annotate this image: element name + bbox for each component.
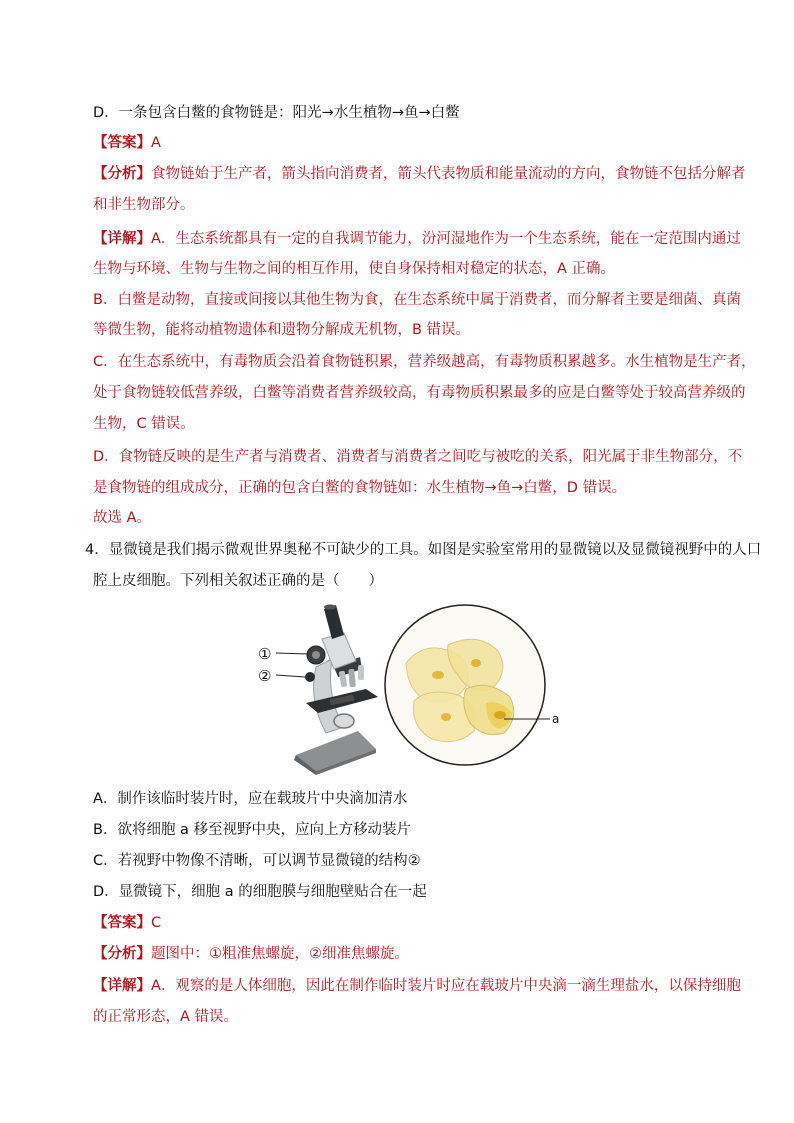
q4-option-a: A．制作该临时装片时，应在载玻片中央滴加清水 bbox=[93, 791, 408, 807]
q3-detail-d-line-1: D．食物链反映的是生产者与消费者、消费者与消费者之间吃与被吃的关系，阳光属于非生物部分，不 bbox=[93, 449, 743, 465]
q4-stem-line-2: 腔上皮细胞。下列相关叙述正确的是（ ） bbox=[93, 573, 383, 589]
detail-text: A．生态系统都具有一定的自我调节能力，汾河湿地作为一个生态系统，能在一定范围内通过 bbox=[151, 231, 741, 247]
q4-detail-a-line-1 bbox=[93, 976, 741, 996]
q3-detail-a-line-2: 生物与环境、生物与生物之间的相互作用，使自身保持相对稳定的状态，A 正确。 bbox=[93, 261, 616, 277]
fine-focus-knob bbox=[305, 672, 315, 682]
figure-label-1: ① bbox=[258, 645, 272, 663]
q3-analysis-line-1 bbox=[93, 164, 746, 184]
label-2-leader-line bbox=[276, 675, 305, 677]
q4-analysis bbox=[93, 944, 409, 964]
detail-text: A．观察的是人体细胞，因此在制作临时装片时应在载玻片中央滴一滴生理盐水，以保持细胞 bbox=[151, 978, 741, 994]
analysis-tag: 【分析】 bbox=[93, 166, 151, 182]
answer-value: C bbox=[151, 915, 162, 931]
q4-option-d: D．显微镜下，细胞 a 的细胞膜与细胞壁贴合在一起 bbox=[93, 884, 427, 900]
q4-stem-line-1: 4．显微镜是我们揭示微观世界奥秘不可缺少的工具。如图是实验室常用的显微镜以及显微镜视野中的人口 bbox=[85, 542, 762, 558]
eyepiece bbox=[324, 605, 344, 639]
figure-label-a: a bbox=[552, 712, 560, 726]
mirror bbox=[334, 714, 354, 728]
answer-tag: 【答案】 bbox=[93, 915, 151, 931]
figure-label-2: ② bbox=[258, 667, 272, 685]
q4-option-b: B．欲将细胞 a 移至视野中央，应向上方移动装片 bbox=[93, 822, 412, 838]
q4-figure bbox=[248, 605, 558, 775]
q3-detail-b-line-2: 等微生物，能将动植物遗体和遗物分解成无机物，B 错误。 bbox=[93, 322, 471, 338]
nucleus bbox=[494, 711, 506, 719]
label-1-leader-line bbox=[276, 653, 308, 654]
nucleus bbox=[441, 713, 451, 721]
q3-detail-c-line-2: 处于食物链较低营养级，白鳖等消费者营养级较高，有毒物质积累最多的应是白鳖等处于较高营养级的 bbox=[93, 385, 746, 401]
q3-conclusion: 故选 A。 bbox=[93, 510, 152, 526]
q4-answer bbox=[93, 913, 161, 933]
q3-option-d: D．一条包含白鳖的食物链是：阳光→水生植物→鱼→白鳖 bbox=[93, 105, 460, 121]
detail-tag: 【详解】 bbox=[93, 978, 151, 994]
nucleus bbox=[471, 659, 481, 667]
q3-detail-c-line-1: C．在生态系统中，有毒物质会沿着食物链积累，营养级越高，有毒物质积累越多。水生植物是生产者， bbox=[93, 354, 756, 370]
microscope-figure bbox=[248, 605, 558, 775]
q3-detail-c-line-3: 生物，C 错误。 bbox=[93, 416, 195, 432]
detail-tag: 【详解】 bbox=[93, 231, 151, 247]
q4-detail-a-line-2: 的正常形态，A 错误。 bbox=[93, 1009, 239, 1025]
nucleus bbox=[432, 671, 444, 679]
q4-option-c: C．若视野中物像不清晰，可以调节显微镜的结构② bbox=[93, 853, 421, 869]
q3-detail-d-line-2: 是食物链的组成成分，正确的包含白鳖的食物链如：水生植物→鱼→白鳖，D 错误。 bbox=[93, 480, 627, 496]
q3-answer bbox=[93, 133, 161, 153]
analysis-text: 食物链始于生产者，箭头指向消费者，箭头代表物质和能量流动的方向，食物链不包括分解者 bbox=[151, 166, 746, 182]
analysis-text: 题图中：①粗准焦螺旋，②细准焦螺旋。 bbox=[151, 946, 409, 962]
q3-analysis-line-2: 和非生物部分。 bbox=[93, 197, 195, 213]
answer-value: A bbox=[151, 135, 161, 151]
q3-detail-a-line-1 bbox=[93, 229, 741, 249]
analysis-tag: 【分析】 bbox=[93, 946, 151, 962]
answer-tag: 【答案】 bbox=[93, 135, 151, 151]
q3-detail-b-line-1: B．白鳖是动物，直接或间接以其他生物为食，在生态系统中属于消费者，而分解者主要是细菌、真菌 bbox=[93, 292, 741, 308]
